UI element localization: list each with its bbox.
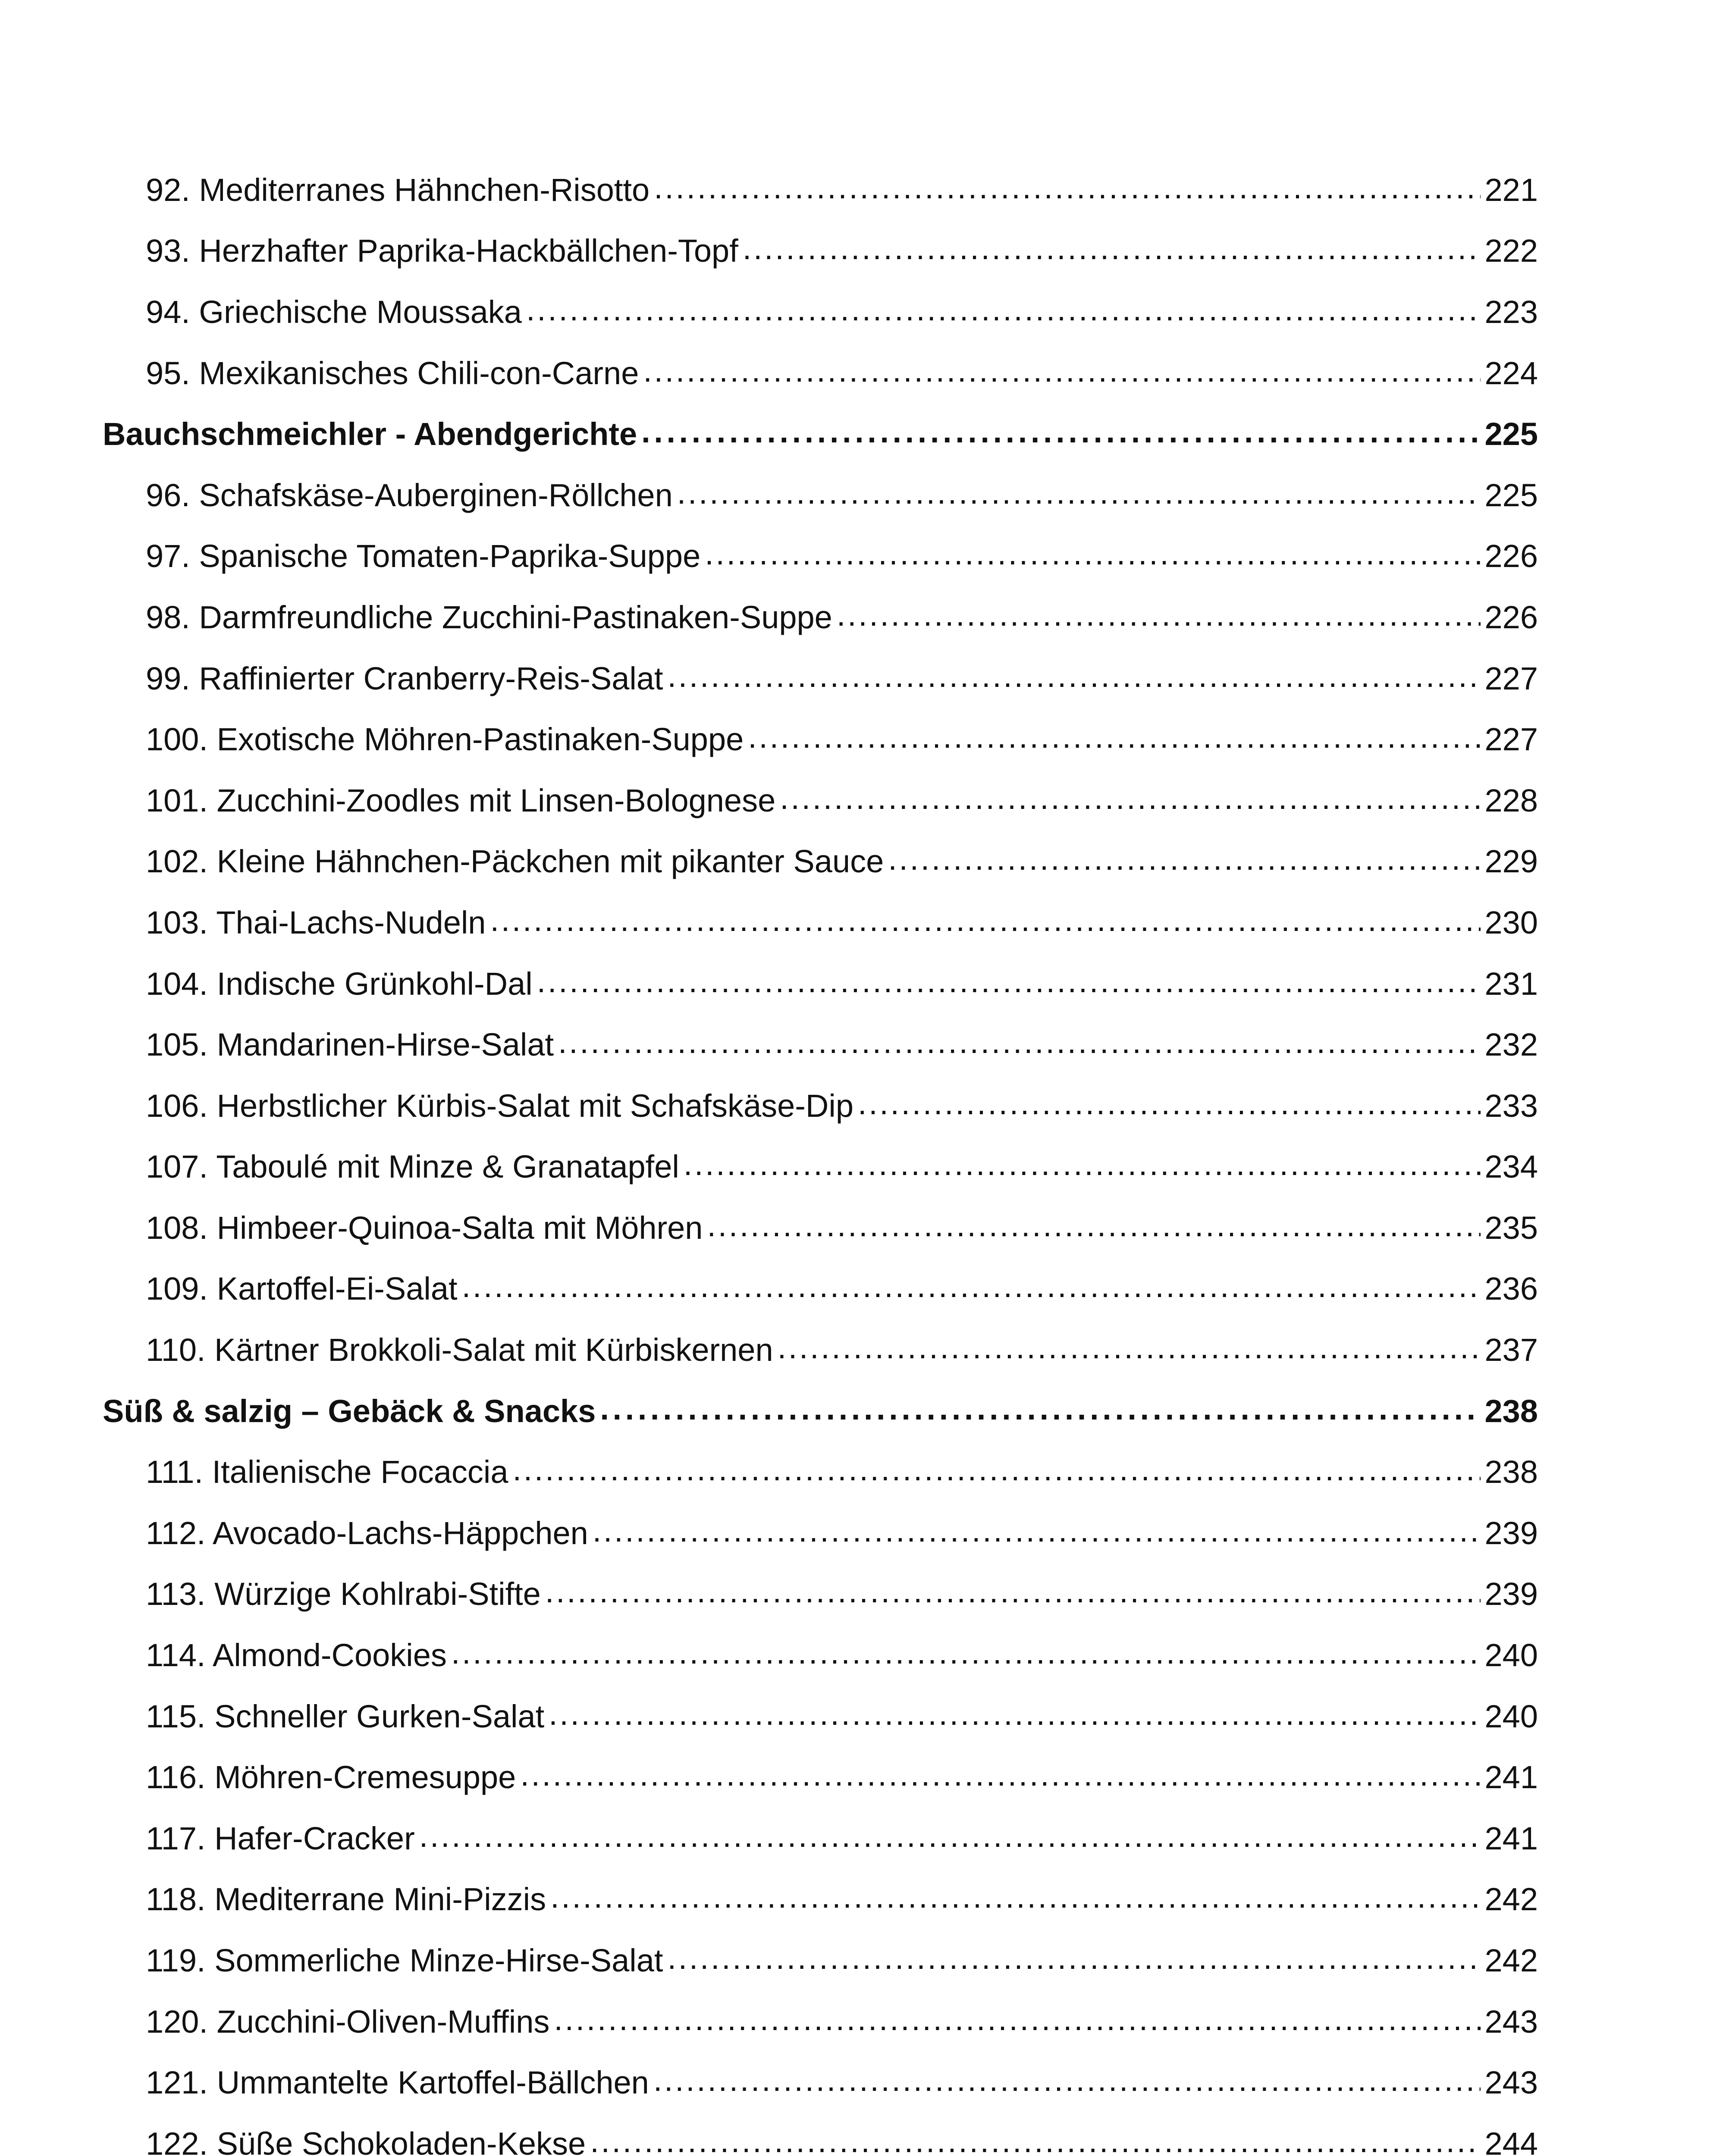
page-number: 221: [1484, 172, 1538, 208]
entry-title: 102. Kleine Hähnchen-Päckchen mit pikanter Sauce: [146, 843, 884, 880]
page-number: 234: [1484, 1149, 1538, 1185]
dot-leader: [668, 663, 1481, 695]
page-number: 237: [1484, 1332, 1538, 1368]
entry-title: 97. Spanische Tomaten-Paprika-Suppe: [146, 538, 701, 574]
toc-entry[interactable]: [0, 2113, 1732, 2156]
entry-title: 116. Möhren-Cremesuppe: [146, 1759, 516, 1796]
page-number: 224: [1484, 355, 1538, 391]
page-number: 239: [1484, 1515, 1538, 1551]
toc-entry[interactable]: [0, 831, 1732, 893]
entry-title: 119. Sommerliche Minze-Hirse-Salat: [146, 1943, 663, 1979]
entry-title: 109. Kartoffel-Ei-Salat: [146, 1271, 458, 1307]
toc-entry[interactable]: [0, 343, 1732, 404]
page-number: 243: [1484, 2065, 1538, 2101]
dot-leader: [593, 1517, 1481, 1549]
dot-leader: [641, 418, 1480, 450]
entry-title: 98. Darmfreundliche Zucchini-Pastinaken-Suppe: [146, 599, 832, 635]
entry-title: 114. Almond-Cookies: [146, 1637, 447, 1673]
toc-entry[interactable]: [0, 587, 1732, 648]
page-number: 238: [1484, 1454, 1538, 1490]
page-number: 229: [1484, 843, 1538, 880]
entry-title: 103. Thai-Lachs-Nudeln: [146, 904, 486, 940]
page-number: 238: [1484, 1393, 1538, 1429]
entry-title: 96. Schafskäse-Auberginen-Röllchen: [146, 477, 673, 513]
dot-leader: [549, 1701, 1480, 1733]
entry-title: 121. Ummantelte Kartoffel-Bällchen: [146, 2065, 649, 2101]
entry-title: 93. Herzhafter Paprika-Hackbällchen-Topf: [146, 233, 738, 269]
dot-leader: [419, 1823, 1481, 1855]
page-number: 233: [1484, 1087, 1538, 1124]
entry-title: 112. Avocado-Lachs-Häppchen: [146, 1515, 588, 1551]
dot-leader: [558, 1029, 1481, 1061]
toc-entry[interactable]: [0, 2052, 1732, 2113]
toc-entry[interactable]: [0, 1625, 1732, 1686]
entry-title: 95. Mexikanisches Chili-con-Carne: [146, 355, 639, 391]
toc-entry[interactable]: [0, 1564, 1732, 1625]
entry-title: 108. Himbeer-Quinoa-Salta mit Möhren: [146, 1210, 703, 1246]
toc-entry[interactable]: [0, 465, 1732, 526]
toc-entry[interactable]: [0, 1075, 1732, 1137]
entry-title: 92. Mediterranes Hähnchen-Risotto: [146, 172, 650, 208]
dot-leader: [778, 1334, 1481, 1366]
toc-entry[interactable]: [0, 709, 1732, 770]
entry-title: 117. Hafer-Cracker: [146, 1820, 415, 1856]
page-number: 226: [1484, 599, 1538, 635]
entry-title: 113. Würzige Kohlrabi-Stifte: [146, 1576, 541, 1612]
dot-leader: [451, 1639, 1481, 1671]
toc-entry[interactable]: [0, 648, 1732, 709]
page-number: 225: [1484, 477, 1538, 513]
dot-leader: [545, 1578, 1481, 1610]
entry-title: 104. Indische Grünkohl-Dal: [146, 965, 533, 1002]
page-number: 226: [1484, 538, 1538, 574]
page-number: 225: [1484, 416, 1538, 452]
toc-entry[interactable]: [0, 1197, 1732, 1259]
page-number: 239: [1484, 1576, 1538, 1612]
toc-entry[interactable]: [0, 160, 1732, 221]
entry-title: 100. Exotische Möhren-Pastinaken-Suppe: [146, 721, 744, 758]
dot-leader: [490, 907, 1480, 939]
dot-leader: [780, 785, 1480, 817]
toc-entry[interactable]: [0, 953, 1732, 1015]
table-of-contents: [0, 160, 1732, 2156]
dot-leader: [643, 357, 1480, 389]
entry-title: 94. Griechische Moussaka: [146, 294, 522, 330]
page-number: 241: [1484, 1820, 1538, 1856]
entry-title: 107. Taboulé mit Minze & Granatapfel: [146, 1149, 679, 1185]
toc-entry[interactable]: [0, 1442, 1732, 1503]
entry-title: 99. Raffinierter Cranberry-Reis-Salat: [146, 660, 663, 696]
page-number: 242: [1484, 1881, 1538, 1918]
dot-leader: [667, 1945, 1480, 1977]
page-number: 222: [1484, 233, 1538, 269]
entry-title: 111. Italienische Focaccia: [146, 1454, 508, 1490]
toc-entry[interactable]: [0, 282, 1732, 343]
section-title: Bauchschmeichler - Abendgerichte: [103, 416, 637, 452]
entry-title: 118. Mediterrane Mini-Pizzis: [146, 1881, 546, 1918]
dot-leader: [590, 2128, 1480, 2156]
dot-leader: [707, 1212, 1480, 1244]
page-number: 230: [1484, 904, 1538, 940]
entry-title: 115. Schneller Gurken-Salat: [146, 1698, 545, 1734]
toc-entry[interactable]: [0, 1686, 1732, 1747]
dot-leader: [858, 1090, 1481, 1122]
dot-leader: [600, 1395, 1480, 1427]
toc-entry[interactable]: [0, 1808, 1732, 1869]
page-number: 236: [1484, 1271, 1538, 1307]
toc-section-heading[interactable]: [0, 1381, 1732, 1442]
toc-entry[interactable]: [0, 526, 1732, 587]
toc-entry[interactable]: [0, 1869, 1732, 1930]
toc-entry[interactable]: [0, 1991, 1732, 2053]
entry-title: 101. Zucchini-Zoodles mit Linsen-Bolognese: [146, 782, 776, 818]
dot-leader: [888, 846, 1480, 877]
page-number: 242: [1484, 1943, 1538, 1979]
dot-leader: [550, 1883, 1480, 1915]
dot-leader: [554, 2006, 1480, 2038]
toc-entry[interactable]: [0, 221, 1732, 282]
entry-title: 122. Süße Schokoladen-Kekse: [146, 2125, 586, 2156]
page-number: 240: [1484, 1698, 1538, 1734]
toc-entry[interactable]: [0, 1747, 1732, 1808]
page-number: 228: [1484, 782, 1538, 818]
page-number: 244: [1484, 2125, 1538, 2156]
dot-leader: [462, 1273, 1481, 1305]
toc-entry[interactable]: [0, 892, 1732, 953]
toc-section-heading[interactable]: [0, 404, 1732, 465]
toc-entry[interactable]: [0, 1137, 1732, 1198]
dot-leader: [526, 296, 1481, 328]
page-number: 231: [1484, 965, 1538, 1002]
toc-entry[interactable]: [0, 1014, 1732, 1075]
page-number: 227: [1484, 660, 1538, 696]
toc-entry[interactable]: [0, 1930, 1732, 1991]
toc-entry[interactable]: [0, 1259, 1732, 1320]
entry-title: 106. Herbstlicher Kürbis-Salat mit Schafskäse-Dip: [146, 1087, 853, 1124]
dot-leader: [520, 1761, 1480, 1793]
page-number: 223: [1484, 294, 1538, 330]
toc-entry[interactable]: [0, 770, 1732, 831]
toc-entry[interactable]: [0, 1503, 1732, 1564]
dot-leader: [513, 1456, 1481, 1488]
dot-leader: [684, 1151, 1481, 1183]
entry-title: 120. Zucchini-Oliven-Muffins: [146, 2003, 550, 2040]
dot-leader: [705, 540, 1480, 572]
section-title: Süß & salzig – Gebäck & Snacks: [103, 1393, 596, 1429]
dot-leader: [748, 724, 1480, 755]
page-number: 227: [1484, 721, 1538, 758]
dot-leader: [537, 968, 1481, 1000]
page-number: 243: [1484, 2003, 1538, 2040]
page-number: 241: [1484, 1759, 1538, 1796]
dot-leader: [653, 2067, 1481, 2099]
dot-leader: [837, 602, 1481, 633]
page-number: 232: [1484, 1027, 1538, 1063]
dot-leader: [743, 235, 1481, 267]
entry-title: 105. Mandarinen-Hirse-Salat: [146, 1027, 554, 1063]
page-number: 235: [1484, 1210, 1538, 1246]
page-number: 240: [1484, 1637, 1538, 1673]
toc-entry[interactable]: [0, 1319, 1732, 1381]
entry-title: 110. Kärtner Brokkoli-Salat mit Kürbiskernen: [146, 1332, 773, 1368]
dot-leader: [654, 174, 1480, 206]
dot-leader: [677, 479, 1481, 511]
